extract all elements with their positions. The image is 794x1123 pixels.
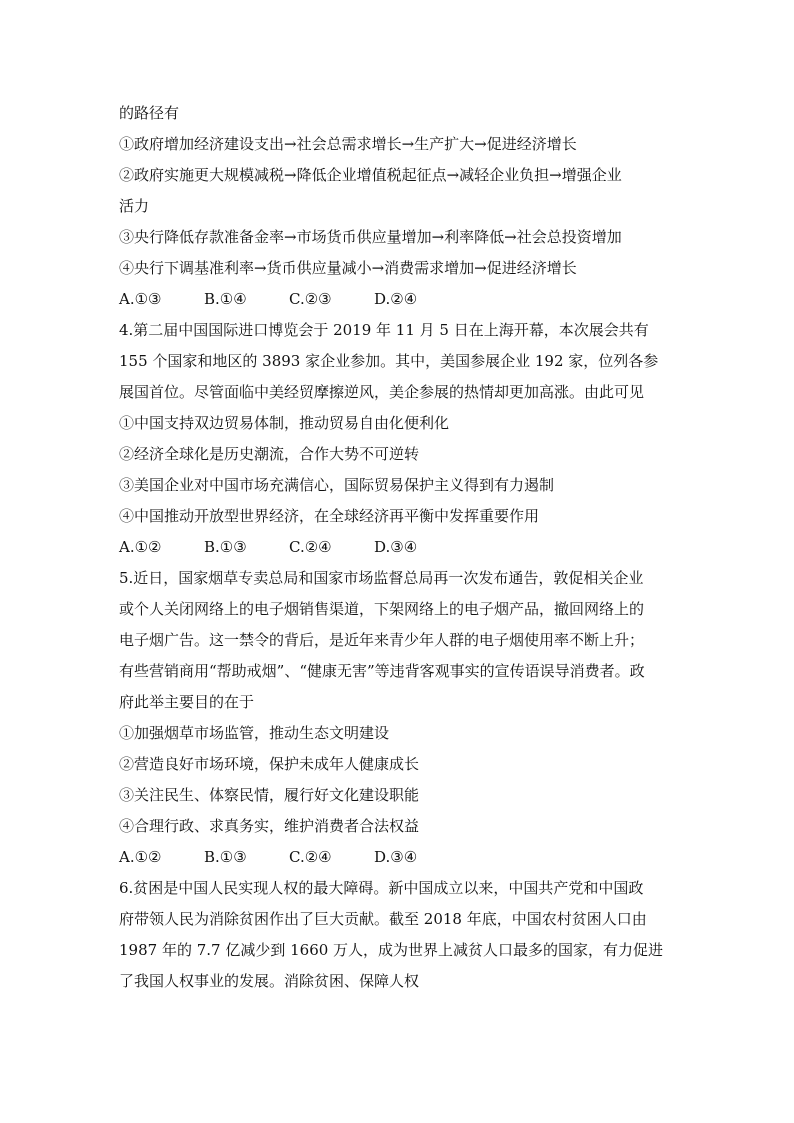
q3-item-2-cont: 活力	[119, 197, 150, 215]
q5-item-2: ②营造良好市场环境，保护未成年人健康成长	[119, 755, 420, 773]
q4-item-1: ①中国支持双边贸易体制，推动贸易自由化便利化	[119, 414, 450, 432]
q4-options	[119, 532, 679, 563]
q5-option-a: A.①②	[119, 848, 162, 866]
q5-option-c: C.②④	[289, 848, 332, 866]
exam-page	[119, 98, 679, 997]
q6-stem-line-1: 6.贫困是中国人民实现人权的最大障碍。新中国成立以来，中国共产党和中国政	[119, 879, 644, 897]
q4-option-b: B.①③	[204, 538, 247, 556]
q6-stem-line-4: 了我国人权事业的发展。消除贫困、保障人权	[119, 972, 420, 990]
q3-item-1: ①政府增加经济建设支出→社会总需求增长→生产扩大→促进经济增长	[119, 135, 577, 153]
q3-options	[119, 284, 679, 315]
q3-option-c: C.②③	[289, 290, 332, 308]
q6-stem-line-3: 1987 年的 7.7 亿减少到 1660 万人，成为世界上减贫人口最多的国家，有力促进	[119, 941, 664, 959]
q4-stem-line-1: 4.第二届中国国际进口博览会于 2019 年 11 月 5 日在上海开幕，本次展会共有	[119, 321, 649, 339]
q5-stem-line-5: 府此举主要目的在于	[119, 693, 255, 711]
q4-item-3: ③美国企业对中国市场充满信心，国际贸易保护主义得到有力遏制	[119, 476, 555, 494]
q5-item-1: ①加强烟草市场监管，推动生态文明建设	[119, 724, 390, 742]
q5-stem-line-3: 电子烟广告。这一禁令的背后，是近年来青少年人群的电子烟使用率不断上升；	[119, 631, 645, 649]
q3-option-b: B.①④	[204, 290, 247, 308]
q3-item-3: ③央行降低存款准备金率→市场货币供应量增加→利率降低→社会总投资增加	[119, 228, 622, 246]
q4-item-2: ②经济全球化是历史潮流，合作大势不可逆转	[119, 445, 420, 463]
q3-option-a: A.①③	[119, 290, 162, 308]
q4-item-4: ④中国推动开放型世界经济，在全球经济再平衡中发挥重要作用	[119, 507, 540, 525]
q5-item-4: ④合理行政、求真务实，维护消费者合法权益	[119, 817, 420, 835]
q5-option-d: D.③④	[374, 848, 418, 866]
q4-option-d: D.③④	[374, 538, 418, 556]
q3-item-2: ②政府实施更大规模减税→降低企业增值税起征点→减轻企业负担→增强企业	[119, 166, 622, 184]
intro-tail: 的路径有	[119, 104, 180, 122]
q6-stem-line-2: 府带领人民为消除贫困作出了巨大贡献。截至 2018 年底，中国农村贫困人口由	[119, 910, 647, 928]
q3-item-4: ④央行下调基准利率→货币供应量减小→消费需求增加→促进经济增长	[119, 259, 577, 277]
q4-stem-line-3: 展国首位。尽管面临中美经贸摩擦逆风，美企参展的热情却更加高涨。由此可见	[119, 383, 645, 401]
q4-stem-line-2: 155 个国家和地区的 3893 家企业参加。其中，美国参展企业 192 家，位列各参	[119, 352, 659, 370]
q4-option-a: A.①②	[119, 538, 162, 556]
q5-stem-line-1: 5.近日，国家烟草专卖总局和国家市场监督总局再一次发布通告，敦促相关企业	[119, 569, 644, 587]
q4-option-c: C.②④	[289, 538, 332, 556]
q5-option-b: B.①③	[204, 848, 247, 866]
q5-options	[119, 842, 679, 873]
q3-option-d: D.②④	[374, 290, 418, 308]
q5-item-3: ③关注民生、体察民情，履行好文化建设职能	[119, 786, 420, 804]
q5-stem-line-2: 或个人关闭网络上的电子烟销售渠道，下架网络上的电子烟产品，撤回网络上的	[119, 600, 645, 618]
q5-stem-line-4: 有些营销商用“帮助戒烟”、“健康无害”等违背客观事实的宣传语误导消费者。政	[119, 662, 645, 680]
